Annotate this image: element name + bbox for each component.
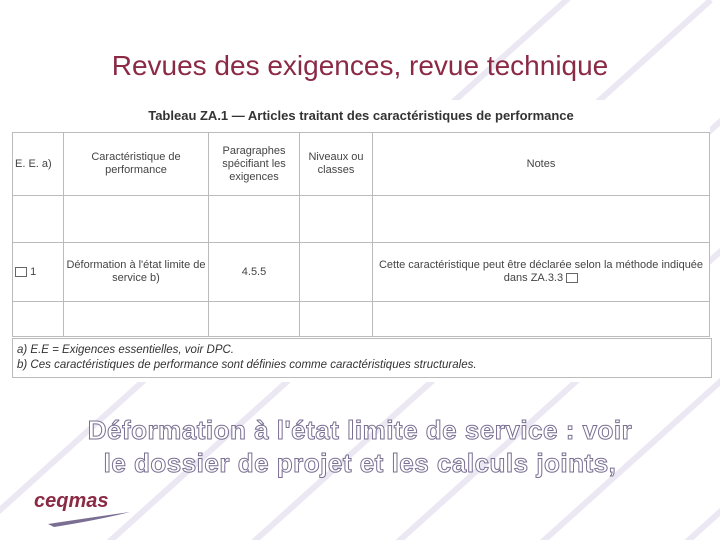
footnote-b: b) Ces caractéristiques de performance sont définies comme caractéristiques structurales. — [17, 359, 477, 371]
statement-line-1: Déformation à l'état limite de service : voir — [87, 415, 633, 445]
box-icon — [15, 267, 27, 277]
cell-ee-value: 1 — [30, 265, 37, 278]
slide-title: Revues des exigences, revue technique — [111, 50, 609, 81]
table-gap-row — [13, 302, 710, 337]
table-gap-row — [13, 196, 710, 243]
statement-text — [0, 414, 720, 480]
header-caracteristique: Caractéristique de performance — [64, 133, 209, 196]
cell-paragraphes: 4.5.5 — [209, 243, 300, 302]
cell-ee — [13, 243, 64, 302]
scanned-table-document — [12, 100, 710, 382]
company-logo: ceqmas — [34, 490, 109, 512]
header-ee: E. E. a) — [13, 133, 64, 196]
statement-line-2: le dossier de projet et les calculs joints, — [103, 448, 617, 478]
box-icon — [566, 273, 578, 283]
table-caption: Tableau ZA.1 — Articles traitant des caractéristiques de performance — [148, 108, 574, 123]
header-paragraphes: Paragraphes spécifiant les exigences — [209, 133, 300, 196]
logo-swoosh-icon — [48, 510, 132, 528]
table-footnotes — [12, 338, 712, 378]
table-row — [13, 243, 710, 302]
header-niveaux: Niveaux ou classes — [300, 133, 373, 196]
cell-notes-text: Cette caractéristique peut être déclarée selon la méthode indiquée dans ZA.3.3 — [378, 259, 704, 284]
cell-caracteristique: Déformation à l'état limite de service b) — [64, 243, 209, 302]
cell-niveaux — [300, 243, 373, 302]
table-header-row — [13, 133, 710, 196]
cell-notes — [373, 243, 710, 302]
footnote-a: a) E.E = Exigences essentielles, voir DPC. — [17, 344, 234, 356]
header-notes: Notes — [373, 133, 710, 196]
za-table — [12, 132, 710, 337]
